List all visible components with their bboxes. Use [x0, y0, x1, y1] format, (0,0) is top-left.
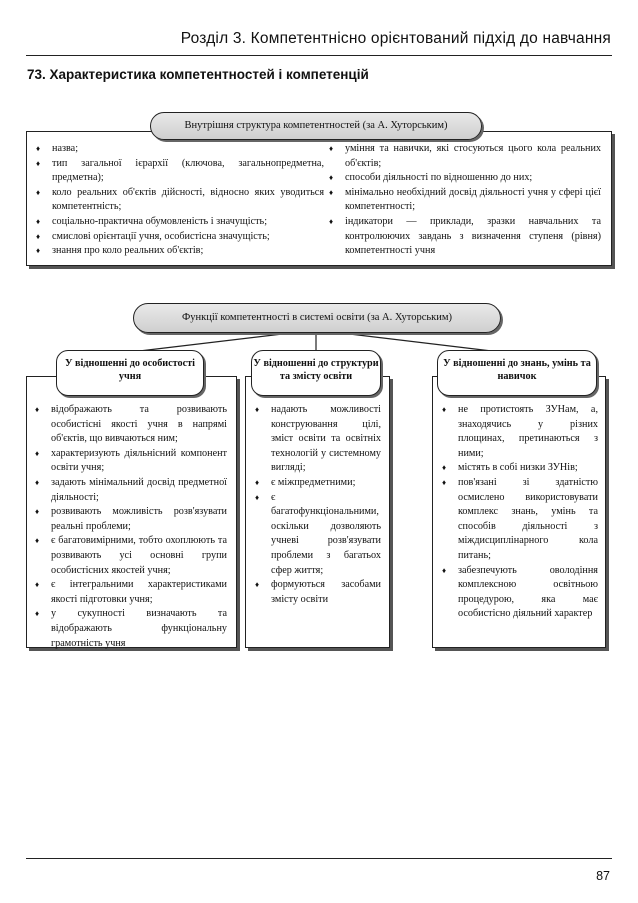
knowledge-list	[442, 403, 598, 622]
list-item: ♦ коло реальних об'єктів дійсності, відносно яких уводиться компетентність;	[36, 186, 324, 215]
function-column-knowledge	[432, 376, 606, 648]
list-item: ♦ пов'язані зі здатністю осмислено використовувати комплекс знань, умінь та способів діяльності з міждисциплінарного кола питань;	[442, 476, 598, 564]
list-item: ♦ надають можливості конструювання цілі, зміст освіти та освітніх технологій у системному вигляді;	[255, 403, 381, 476]
function-column-personality	[26, 376, 237, 648]
list-item: ♦ задають мінімальний досвід предметної діяльності;	[35, 476, 227, 505]
list-item: ♦ характеризують діяльнісний компонент освіти учня;	[35, 447, 227, 476]
list-item: ♦ назва;	[36, 142, 324, 157]
structure-title: Внутрішня структура компетентностей (за А. Хуторським)	[150, 112, 482, 140]
function-heading-knowledge: У відношенні до знань, умінь та навичок	[437, 350, 597, 396]
list-item: ♦ є інтегральними характеристиками якості підготовки учня;	[35, 578, 227, 607]
function-heading-personality: У відношенні до особистості учня	[56, 350, 204, 396]
list-item: ♦ є багатофункціональними, оскільки дозволяють учневі розв'язувати проблеми з багатьох сфер життя;	[255, 491, 381, 579]
personality-list	[35, 403, 227, 651]
page-number: 87	[596, 869, 610, 883]
list-item: ♦ містять в собі низки ЗУНів;	[442, 461, 598, 476]
knowledge-items	[442, 403, 598, 622]
list-item: ♦ способи діяльності по відношенню до них;	[329, 171, 601, 186]
function-column-structure	[245, 376, 390, 648]
list-item: ♦ забезпечують оволодіння комплексною освітньою процедурою, яка має особистісно діяльний характер	[442, 564, 598, 622]
structure-content-items	[255, 403, 381, 607]
list-item: ♦ соціально-практична обумовленість і значущість;	[36, 215, 324, 230]
list-item: ♦ індикатори — приклади, зразки навчальних та контролюючих завдань з визначення ступеня (рівня) компетентності учня	[329, 215, 601, 259]
running-title: Розділ 3. Компетентнісно орієнтований підхід до навчання	[180, 30, 611, 47]
structure-content-list	[255, 403, 381, 607]
functions-title: Функції компетентності в системі освіти (за А. Хуторським)	[133, 303, 501, 333]
function-heading-structure: У відношенні до структури та змісту освіти	[251, 350, 381, 396]
personality-items	[35, 403, 227, 651]
list-item: ♦ у сукупності визначають та відображають функціональну грамотність учня	[35, 607, 227, 651]
footer-divider	[26, 858, 612, 859]
list-item: ♦ розвивають можливість розв'язувати реальні проблеми;	[35, 505, 227, 534]
list-item: ♦ є багатовимірними, тобто охоплюють та розвивають усі основні групи особистісних якостей учня;	[35, 534, 227, 578]
list-item: ♦ формуються засобами змісту освіти	[255, 578, 381, 607]
list-item: ♦ знання про коло реальних об'єктів;	[36, 244, 324, 259]
list-item: ♦ тип загальної ієрархії (ключова, загальнопредметна, предметна);	[36, 157, 324, 186]
list-item: ♦ не протистоять ЗУНам, а, знаходячись у різних площинах, претинаються з ними;	[442, 403, 598, 461]
list-item: ♦ уміння та навички, які стосуються цього кола реальних об'єктів;	[329, 142, 601, 171]
list-item: ♦ є міжпредметними;	[255, 476, 381, 491]
list-item: ♦ відображають та розвивають особистісні якості учня в напрямі об'єктів, що вивчаються ним;	[35, 403, 227, 447]
list-item: ♦ мінімально необхідний досвід діяльності учня у сфері цієї компетентності;	[329, 186, 601, 215]
section-title: 73. Характеристика компетентностей і компетенцій	[27, 67, 369, 82]
list-item: ♦ смислові орієнтації учня, особистісна значущість;	[36, 230, 324, 245]
